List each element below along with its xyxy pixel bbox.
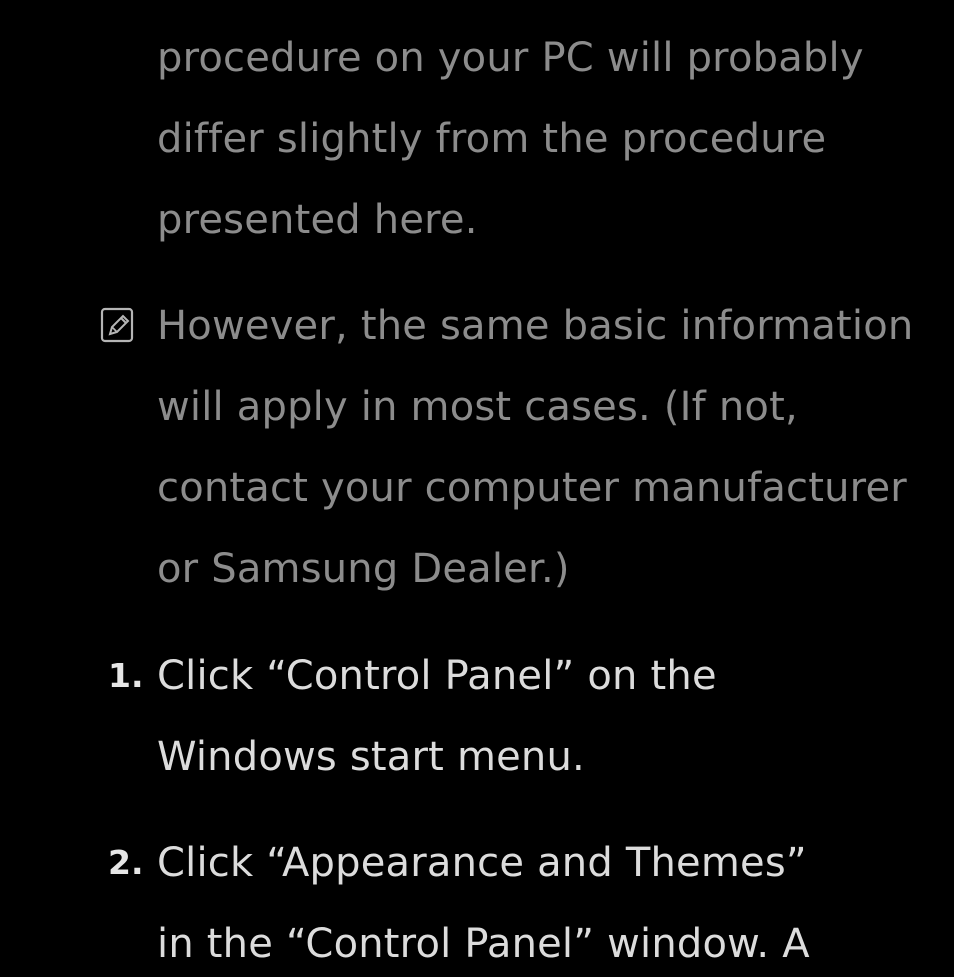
- note-line: However, the same basic information: [157, 303, 914, 349]
- step-line: Windows start menu.: [157, 734, 585, 780]
- step-line: in the “Control Panel” window. A: [157, 921, 810, 967]
- note-line: or Samsung Dealer.): [157, 546, 570, 592]
- note-pencil-icon: [100, 307, 134, 343]
- intro-line: differ slightly from the procedure: [157, 116, 827, 162]
- intro-line: procedure on your PC will probably: [157, 35, 864, 81]
- step-number: 1.: [108, 656, 144, 695]
- note-line: contact your computer manufacturer: [157, 465, 907, 511]
- step-number: 2.: [108, 843, 144, 882]
- step-line: Click “Control Panel” on the: [157, 653, 717, 699]
- step-line: Click “Appearance and Themes”: [157, 840, 807, 886]
- intro-line: presented here.: [157, 197, 478, 243]
- note-line: will apply in most cases. (If not,: [157, 384, 798, 430]
